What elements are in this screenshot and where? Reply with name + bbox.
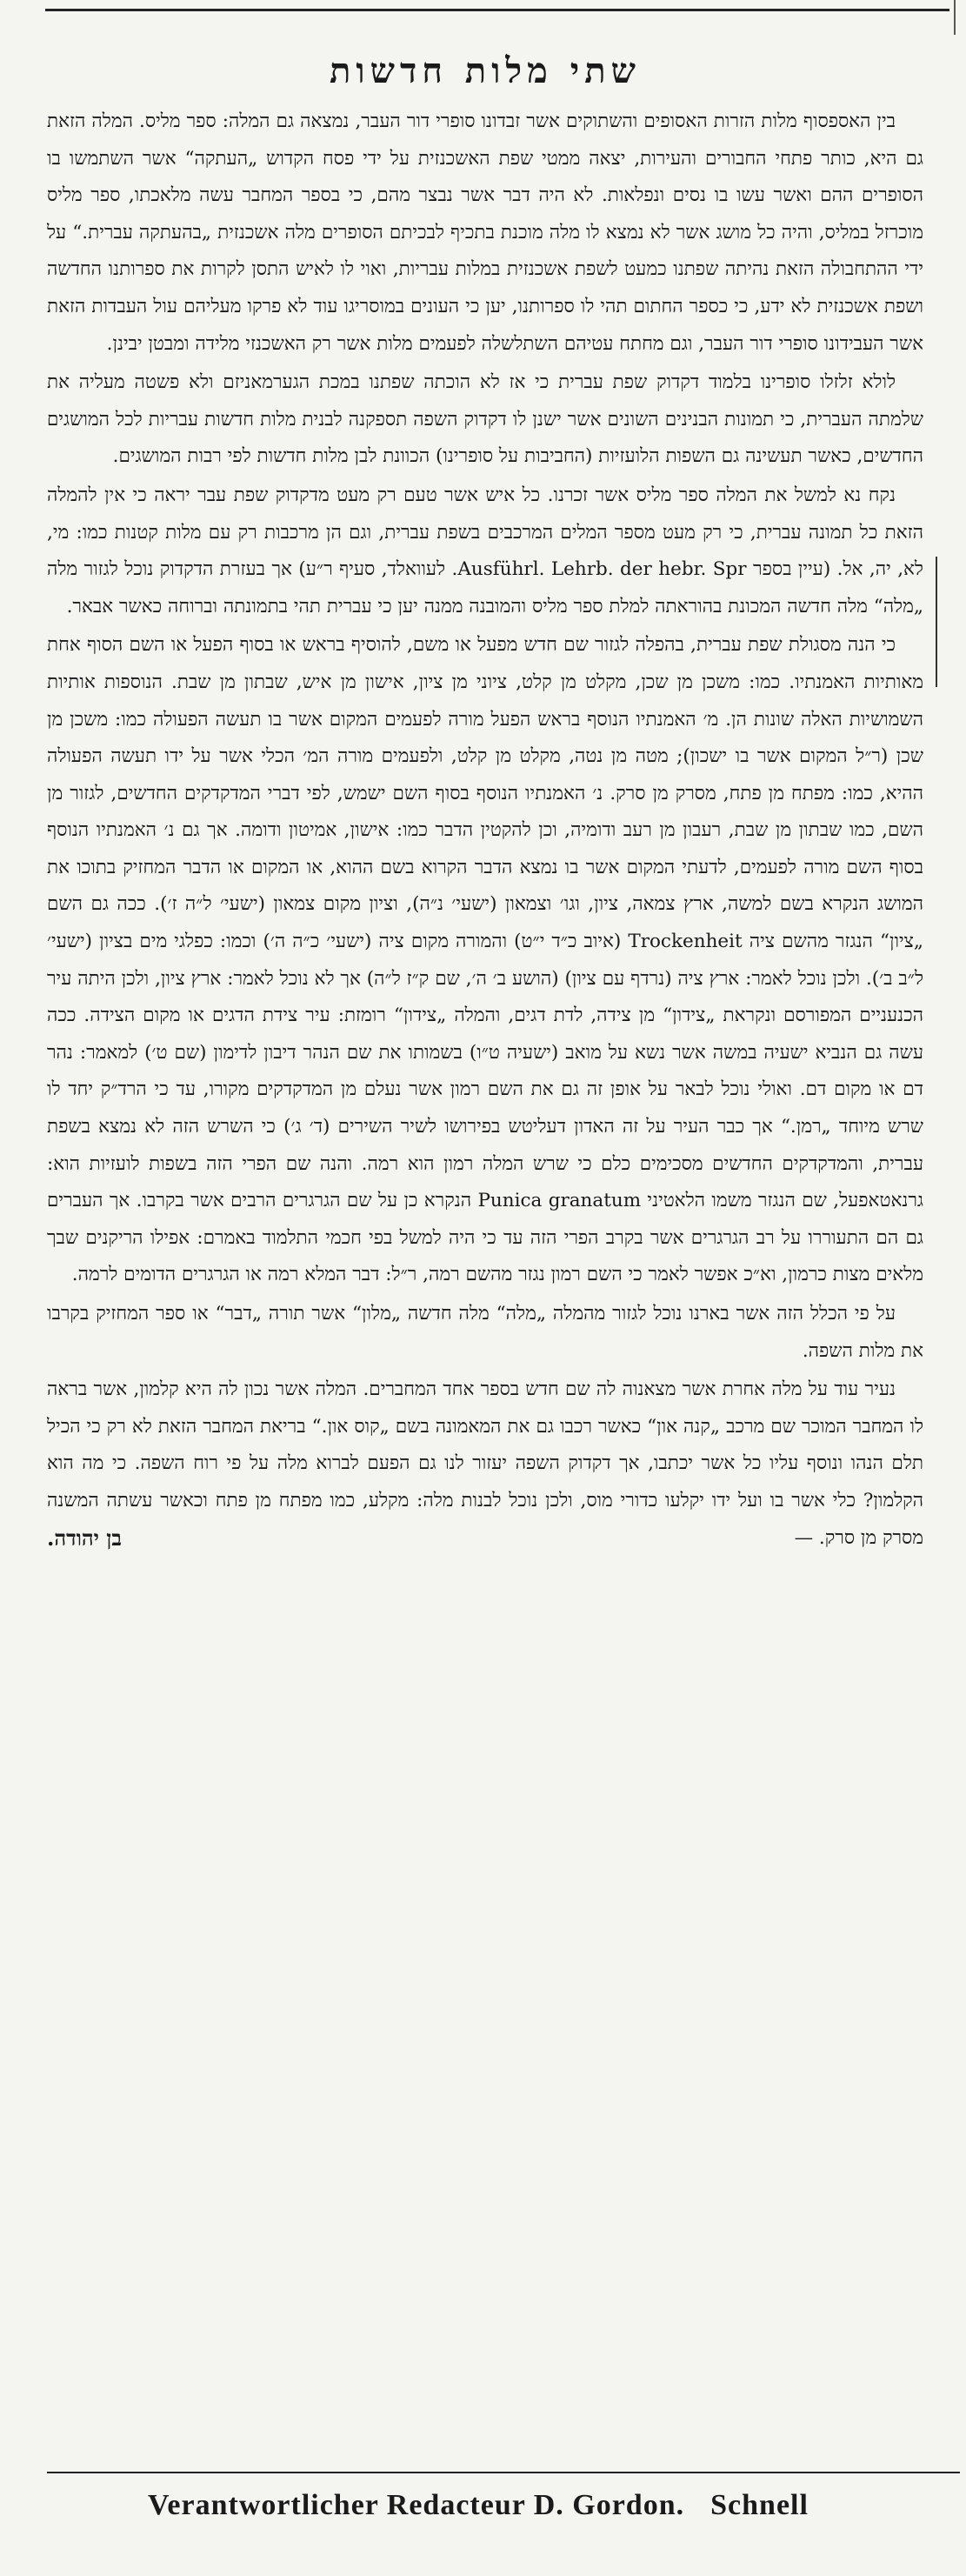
- article-paragraph: בין האספסוף מלות הזרות האסופים והשתוקים אשר זבדונו סופרי דור העבר, נמצאה גם המלה: ספר מליס. המלה הזאת גם היא, כותר פתחי החבורים והעירות, יצאה ממטי שפת האשכנזית על ידי פסח הקדוש „העתקה“ אשר השתמשו בו הסופרים ההם ואשר עשו בו נסים ונפלאות. לא היה דבר אשר נבצר מהם, כי בספר המחבר עשה מלאכתו, ספר מליס מוכרזל במליס, והיה כל מושג אשר לא נמצא לו מלה מוכנת בתכיף לבכיתם הסופרים מלה אשכנזית „בהעתקה עברית.“ על ידי ההתחבולה הזאת נהיתה שפתנו כמעט לשפת אשכנזית במלות עבריות, ואוי לו לאיש התסן לקרות את ספרותנו החדשה ושפת אשכנזית לא ידע, כי כספר החתום תהי לו ספרותנו, יען כי העונים במוסריגו עוד לא פרקו מעליהם עול העבדות הזאת אשר העבידונו סופרי דור העבר, וגם מחתח עטיהם השתלשלה לפעמים מלות אשר רק האשכנזי מלידה ומבטן יבינן.: [47, 110, 923, 355]
- margin-rule: [936, 557, 937, 687]
- author-signature: בן יהודה.: [47, 1525, 122, 1551]
- footer-rule: [47, 2472, 960, 2473]
- article-paragraph: נקח נא למשל את המלה ספר מליס אשר זכרנו. כל איש אשר טעם רק מעט מדקדוק שפת עבר יראה כי אין להמלה הזאת כל תמונה עברית, כי רק מעט מספר המלים המרכבים בשפת עברית, וגם הן מרכבות רק עם מלות קטנות כמו: מי, לא, יה, אל. (עיין בספר Ausführl. Lehrb. der hebr. Spr. לעוואלד, סעיף ר״ע) אך בעזרת הדקדוק נוכל לגזור מלה „מלה“ מלה חדשה המכונת בהוראתה למלת ספר מליס והמובנה ממנה יען כי עברית תהי בתמונתה וברוחה כאשר אבאר.: [47, 484, 923, 617]
- page-edge-mark: [954, 0, 956, 35]
- imprint-line: [148, 2489, 961, 2541]
- article-paragraph: לולא זלזלו סופרינו בלמוד דקדוק שפת עברית כי אז לא הוכתה שפתנו במכת הגערמאניזם ולא פשטה מעליה את שלמתה העברית, כי תמונות הבנינים השונים אשר ישנן לו דקדוק השפה תספקנה לבנית מלות חדשות עבריות לכל המושגים החדשים, כאשר תעשינה גם השפות הלועזיות (החביבות על סופרינו) הכוונת לבן מלות חדשות לפי רבות המושגים.: [47, 371, 923, 468]
- article-paragraph-text: נעיר עוד על מלה אחרת אשר מצאנוה לה שם חדש בספר אחד המחברים. המלה אשר נכון לה היא קלמון, אשר בראה לו המחבר המוכר שם מרכב „קנה און“ כאשר רכבו גם את המאמונה בשם „קוס און.“ בריאת המחבר הזאת לא רק כי הכיל תלם הנהו ונוסף עליו כל אשר יכתבו, אך דקדוק השפה יעזור לנו גם הפעם לברוא מלה על פי רוח השפה. כי מה הוא הקלמון? כלי אשר בו ועל ידו יקלעו כדורי מוס, ולכן נוכל לבנות מלה: מקלע, כמו מפתח מן פתח וכאשר עשתה המשנה מסרק מן סרק. —: [47, 1378, 923, 1549]
- article-paragraph: כי הנה מסגולת שפת עברית, בהפלה לגזור שם חדש מפעל או משם, להוסיף בראש או בסוף הפעל או השם הסוף אחת מאותיות האמנתיו. כמו: משכן מן שכן, מקלט מן קלט, ציוני מן ציון, אישון מן איש, שבתון מן שבת. הנוספות אותיות השמושיות האלה שונות הן. מ׳ האמנתיו הנוסף בראש הפעל מורה לפעמים המקום אשר בו תעשה הפעולה כמו: משכן מן שכן (ר״ל המקום אשר בו ישכון); מטה מן נטה, מקלט מן קלט, ולפעמים מורה המ׳ הכלי אשר על ידו תעשה הפעולה ההיא, כמו: מפתח מן פתח, מסרק מן סרק. נ׳ האמנתיו הנוסף בסוף השם ישמש, לפי דברי המדקדקים החדשים, לגזור מן השם, כמו שבתון מן שבת, רעבון מן רעב ודומיה, וכן להקטין הדבר כמו: אישון, אמיטון ודומה. אך גם נ׳ האמנתיו הנוסף בסוף השם מורה לפעמים, לדעתי המקום אשר בו נמצא הדבר הקרוא בשם ההוא, או המקום או הדבר המחזיק בתוכו את המושג הנקרא בשם למשה, ארץ צמאה, ציון, וגו׳ וצמאון (ישעי׳ נ״ה), וציון מקום צמאון (ישעי׳ ל״ה ז׳). ככה גם השם „ציון“ הנגזר מהשם ציה Trockenheit (איוב כ״ד י״ט) והמורה מקום ציה (ישעי׳ כ״ה ה׳) וכמו: כפלגי מים בציון (ישעי׳ ל״ב ב׳). ולכן נוכל לאמר: ארץ ציה (נרדף עם ציון) (הושע ב׳ ה׳, שם ק״ז ל״ה) אך לא נוכל לאמר: ארץ ציון, ולכן היתה עיר הכנעניים המפורסם ונקראת „צידון“ מן צידה, לדת דגים, והמלה „צידון“ רומזת: עיר צידת הדגים או מקום הצידה. ככה עשה גם הנביא ישעיה במשה אשר נשא על מואב (ישעיה ט״ו) בשמותו את שם הנהר דיבון לדימון (שם ט׳) למאמר: נהר דם או מקום דם. ואולי נוכל לבאר על אופן זה גם את השם רמון אשר נעלם מן המדקדקים מקורו, עד כי הרד״ק יחד לו שרש מיוחד „רמן.“ אך כבר העיר על זה האדון דעליטש בפירושו לשיר השירים (ד׳ ג׳) כי השרש הזה לא נמצא בשפת עברית, והמדקדקים החדשים מסכימים כלם כי שרש המלה רמון הוא רמה. והנה שם הפרי הזה בשפות לועזיות הוא: גרנאטאפעל, שם הנגזר משמו הלאטיני Punica granatum הנקרא כן על שם הגרגרים הרבים אשר בקרבו. אך העברים גם הם התעוררו על רב הגרגרים אשר בקרב הפרי הזה עד כי היה למשל בפי חכמי התלמוד באמרם: אפילו הריקנים שבך מלאים מצות כרמון, וא״כ אפשר לאמר כי השם רמון נגזר מהשם רמה, ר״ל: דבר המלא רמה או הגרגרים הדומים לרמה.: [47, 634, 923, 1286]
- article-title: שתי מלות חדשות: [330, 50, 641, 91]
- editor-credit: Verantwortlicher Redacteur D. Gordon.: [148, 2489, 685, 2521]
- article-column: [47, 50, 923, 2468]
- top-rule: [45, 9, 949, 11]
- continued-word: Schnell: [710, 2489, 809, 2521]
- article-paragraph-final: [47, 1371, 923, 1557]
- article-paragraph: על פי הכלל הזה אשר בארנו נוכל לגזור מהמלה „מלה“ מלה חדשה „מלון“ אשר תורה „דבר“ או ספר המחזיק בקרבו את מלות השפה.: [47, 1303, 923, 1362]
